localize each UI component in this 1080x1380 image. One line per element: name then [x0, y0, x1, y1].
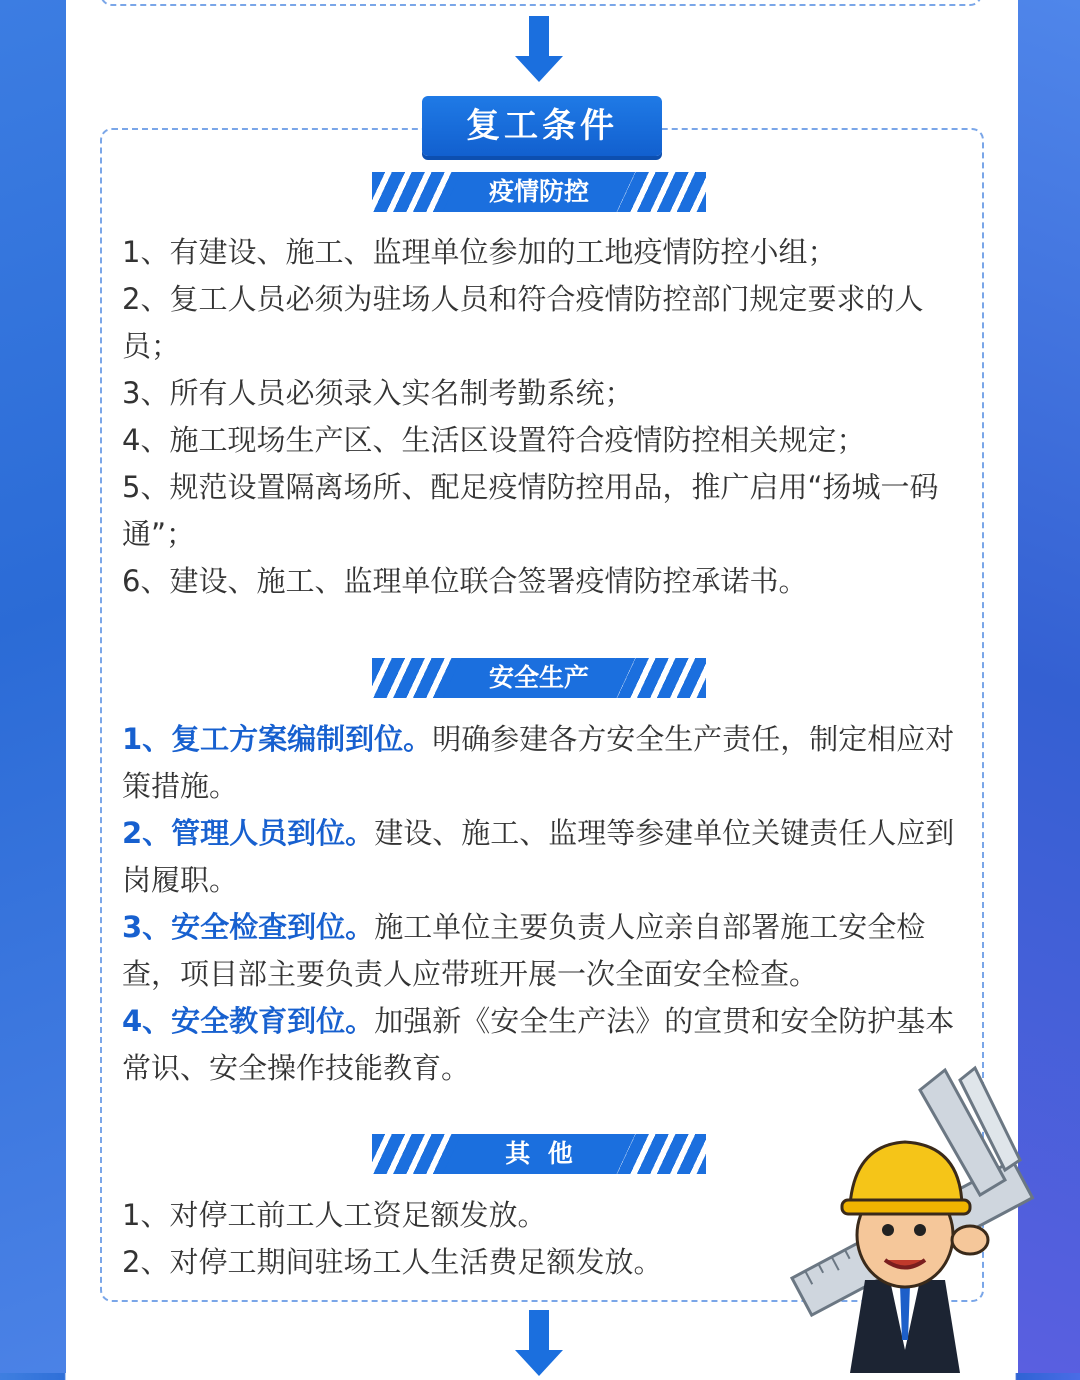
list-item: 5、规范设置隔离场所、配足疫情防控用品，推广启用“扬城一码通”；: [122, 470, 939, 551]
left-background-band: [0, 0, 66, 1373]
item-text: 明确参建各方安全生产责任，制定相应对策措施。: [122, 722, 955, 803]
list-item: 4、施工现场生产区、生活区设置符合疫情防控相关规定；: [122, 423, 866, 457]
safety-list: [122, 716, 968, 1092]
item-text: 加强新《安全生产法》的宣贯和安全防护基本常识、安全操作技能教育。: [122, 1004, 955, 1085]
list-item: [122, 904, 968, 998]
item-lead: 1、复工方案编制到位。: [122, 722, 433, 756]
section-heading-epidemic: [372, 172, 706, 212]
item-lead: 3、安全检查到位。: [122, 910, 375, 944]
epidemic-list: [122, 229, 968, 605]
list-item: 1、对停工前工人工资足额发放。: [122, 1198, 547, 1232]
list-item: [122, 716, 968, 810]
section-heading-label: 安全生产: [488, 663, 589, 692]
item-text: 建设、施工、监理等参建单位关键责任人应到岗履职。: [122, 816, 955, 897]
list-item: [122, 810, 968, 904]
item-text: 施工单位主要负责人应亲自部署施工安全检查，项目部主要负责人应带班开展一次全面安全检查。: [122, 910, 926, 991]
previous-section-box: [100, 0, 982, 6]
construction-worker-illustration: [770, 1060, 1040, 1373]
list-item: 6、建设、施工、监理单位联合签署疫情防控承诺书。: [122, 564, 808, 598]
section-heading-label: 疫情防控: [488, 177, 589, 206]
list-item: 2、对停工期间驻场工人生活费足额发放。: [122, 1245, 663, 1279]
item-lead: 4、安全教育到位。: [122, 1004, 375, 1038]
list-item: 3、所有人员必须录入实名制考勤系统；: [122, 376, 634, 410]
item-lead: 2、管理人员到位。: [122, 816, 375, 850]
list-item: 2、复工人员必须为驻场人员和符合疫情防控部门规定要求的人员；: [122, 282, 924, 363]
section-heading-other: [372, 1134, 706, 1174]
list-item: 1、有建设、施工、监理单位参加的工地疫情防控小组；: [122, 235, 837, 269]
section-heading-label: 其 他: [505, 1139, 573, 1168]
arrow-down-icon: [515, 16, 563, 86]
page-title: 复工条件: [422, 96, 662, 156]
section-heading-safety: [372, 658, 706, 698]
arrow-down-icon: [515, 1310, 563, 1380]
